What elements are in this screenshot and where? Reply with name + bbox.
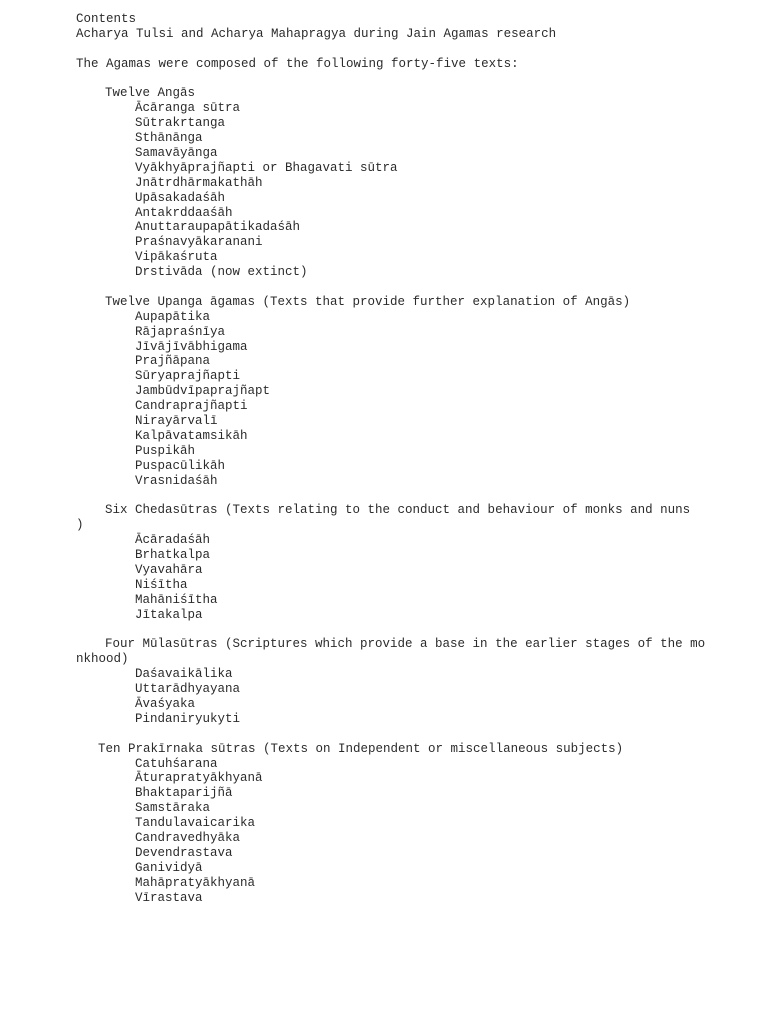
- list-item: Vyākhyāprajñapti or Bhagavati sūtra: [135, 160, 398, 175]
- list-item: Mahāpratyākhyanā: [135, 875, 256, 890]
- list-item: Nirayārvalī: [135, 414, 218, 429]
- document-body: [0, 12, 768, 905]
- section-heading-mulasutras: Four Mūlasūtras (Scriptures which provide a base in the earlier stages of the mo: [105, 637, 706, 652]
- list-item: Prajñāpana: [135, 354, 211, 369]
- list-item: Samavāyānga: [135, 146, 218, 161]
- list-item: Aupapātika: [135, 309, 211, 324]
- list-item: Vrasnidaśāh: [135, 473, 218, 488]
- list-item: Ācāradaśāh: [135, 533, 211, 548]
- list-item: Jnātrdhārmakathāh: [135, 175, 263, 190]
- list-item: Puspikāh: [135, 443, 196, 458]
- list-item: Mahāniśītha: [135, 592, 218, 607]
- list-item: Samstāraka: [135, 801, 211, 816]
- list-item: Pindaniryukyti: [135, 711, 241, 726]
- list-item: Tandulavaicarika: [135, 816, 256, 831]
- list-item: Devendrastava: [135, 845, 233, 860]
- list-item: Sūryaprajñapti: [135, 369, 241, 384]
- section-heading-continuation: ): [76, 518, 84, 533]
- list-item: Ganividyā: [135, 860, 203, 875]
- section-heading-prakirnaka: Ten Prakīrnaka sūtras (Texts on Independent or miscellaneous subjects): [98, 741, 624, 756]
- list-item: Āturapratyākhyanā: [135, 771, 263, 786]
- section-heading-angas: Twelve Angās: [105, 86, 196, 101]
- list-item: Daśavaikālika: [135, 667, 233, 682]
- list-item: Āvaśyaka: [135, 696, 196, 711]
- list-item: Sthānānga: [135, 131, 203, 146]
- list-item: Catuhśarana: [135, 756, 218, 771]
- section-heading-upangas: Twelve Upanga āgamas (Texts that provide further explanation of Angās): [105, 294, 631, 309]
- list-item: Jīvājīvābhigama: [135, 339, 248, 354]
- list-item: Uttarādhyayana: [135, 682, 241, 697]
- section-heading-chedasutras: Six Chedasūtras (Texts relating to the conduct and behaviour of monks and nuns: [105, 503, 691, 518]
- list-item: Jambūdvīpaprajñapt: [135, 384, 271, 399]
- spacer: [76, 727, 768, 742]
- spacer: [76, 42, 768, 57]
- list-item: Vīrastava: [135, 890, 203, 905]
- list-item: Rājapraśnīya: [135, 324, 226, 339]
- list-item: Niśītha: [135, 577, 188, 592]
- section-heading-continuation: nkhood): [76, 652, 129, 667]
- list-item: Candraprajñapti: [135, 399, 248, 414]
- spacer: [76, 489, 768, 504]
- list-item: Brhatkalpa: [135, 548, 211, 563]
- list-item: Ācāranga sūtra: [135, 101, 241, 116]
- list-item: Bhaktaparijñā: [135, 786, 233, 801]
- list-item: Upāsakadaśāh: [135, 190, 226, 205]
- list-item: Vipākaśruta: [135, 250, 218, 265]
- spacer: [76, 623, 768, 638]
- list-item: Antakrddaaśāh: [135, 205, 233, 220]
- spacer: [76, 72, 768, 87]
- list-item: Candravedhyāka: [135, 830, 241, 845]
- page-title: Contents: [76, 12, 137, 26]
- page-subtitle: Acharya Tulsi and Acharya Mahapragya during Jain Agamas research: [76, 26, 557, 41]
- list-item: Jītakalpa: [135, 607, 203, 622]
- list-item: Drstivāda (now extinct): [135, 265, 308, 280]
- list-item: Vyavahāra: [135, 562, 203, 577]
- list-item: Anuttaraupapātikadaśāh: [135, 220, 301, 235]
- spacer: [76, 280, 768, 295]
- list-item: Sūtrakrtanga: [135, 116, 226, 131]
- intro-text: The Agamas were composed of the following forty-five texts:: [76, 56, 519, 71]
- list-item: Puspacūlikāh: [135, 458, 226, 473]
- list-item: Kalpāvatamsikāh: [135, 428, 248, 443]
- list-item: Praśnavyākaranani: [135, 235, 263, 250]
